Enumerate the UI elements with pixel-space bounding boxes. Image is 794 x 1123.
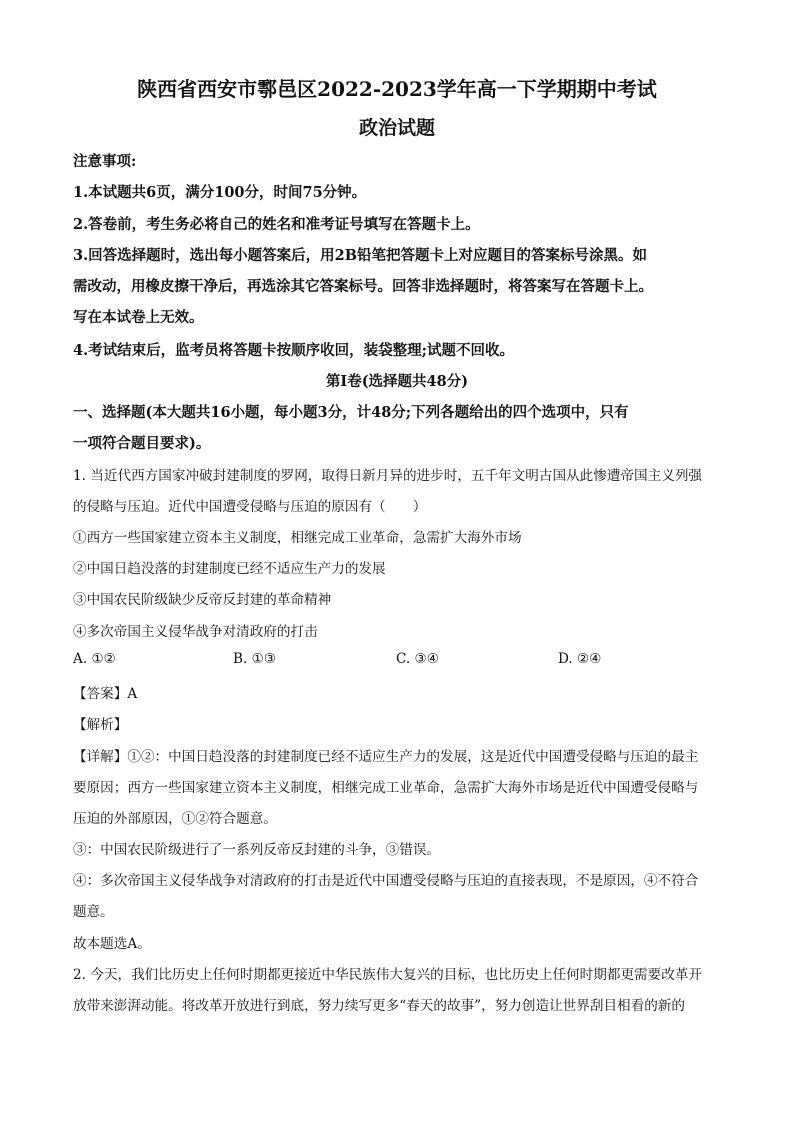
- notice-heading: 注意事项:: [73, 153, 137, 170]
- question-1-answer: 【答案】A: [73, 686, 138, 702]
- question-1-statement-2: ②中国日趋没落的封建制度已经不适应生产力的发展: [73, 561, 386, 577]
- question-1-analysis-line-6: 题意。: [73, 904, 114, 920]
- notice-item-3-cont: 需改动，用橡皮擦干净后，再选涂其它答案标号。回答非选择题时，将答案写在答题卡上。: [73, 278, 653, 295]
- question-1-stem-line-1: 1. 当近代西方国家冲破封建制度的罗网，取得日新月异的进步时，五千年文明古国从此惨遭帝国主义列强: [73, 468, 703, 484]
- question-1-analysis-line-3: 压迫的外部原因，①②符合题意。: [73, 811, 277, 827]
- notice-item-2: 2.答卷前，考生务必将自己的姓名和准考证号填写在答题卡上。: [73, 216, 480, 233]
- notice-item-1: 1.本试题共6页，满分100分，时间75分钟。: [73, 184, 367, 201]
- question-1-analysis-line-5: ④：多次帝国主义侵华战争对清政府的打击是近代中国遭受侵略与压迫的直接表现，不是原因，④不符合: [73, 873, 699, 889]
- question-1-option-c: C. ③④: [396, 651, 439, 667]
- question-1-conclusion: 故本题选A。: [73, 936, 151, 952]
- section-title: 第Ⅰ卷(选择题共48分): [325, 373, 469, 390]
- notice-item-3-cont2: 写在本试卷上无效。: [73, 309, 204, 326]
- question-1-statement-4: ④多次帝国主义侵华战争对清政府的打击: [73, 624, 318, 640]
- question-1-analysis-label: 【解析】: [73, 717, 128, 733]
- question-1-statement-3: ③中国农民阶级缺少反帝反封建的革命精神: [73, 592, 332, 608]
- question-1-option-d: D. ②④: [558, 651, 602, 667]
- question-1-option-a: A. ①②: [73, 651, 116, 667]
- notice-item-3: 3.回答选择题时，选出每小题答案后，用2B铅笔把答题卡上对应题目的答案标号涂黑。如: [73, 247, 647, 264]
- question-1-statement-1: ①西方一些国家建立资本主义制度，相继完成工业革命，急需扩大海外市场: [73, 530, 522, 546]
- question-1-analysis-line-4: ③：中国农民阶级进行了一系列反帝反封建的斗争，③错误。: [73, 842, 441, 858]
- question-1-stem-line-2: 的侵略与压迫。近代中国遭受侵略与压迫的原因有（ ）: [73, 499, 427, 515]
- question-1-analysis-line-2: 要原因；西方一些国家建立资本主义制度，相继完成工业革命，急需扩大海外市场是近代中国遭受侵略与: [73, 780, 699, 796]
- question-1-option-b: B. ①③: [233, 651, 277, 667]
- question-2-stem-line-1: 2. 今天，我们比历史上任何时期都更接近中华民族伟大复兴的目标，也比历史上任何时期都更需要改革开: [73, 967, 703, 983]
- exam-subtitle: 政治试题: [358, 117, 435, 139]
- section-instruction-line-2: 一项符合题目要求)。: [73, 435, 211, 452]
- question-1-analysis-line-1: 【详解】①②：中国日趋没落的封建制度已经不适应生产力的发展，这是近代中国遭受侵略与压迫的最主: [73, 749, 699, 765]
- notice-item-4: 4.考试结束后，监考员将答题卡按顺序收回，装袋整理;试题不回收。: [73, 342, 514, 359]
- exam-title: 陕西省西安市鄠邑区2022-2023学年高一下学期期中考试: [137, 77, 657, 101]
- question-2-stem-line-2: 放带来澎湃动能。将改革开放进行到底，努力续写更多“春天的故事”，努力创造让世界刮目相看的新的: [73, 998, 686, 1014]
- section-instruction-line-1: 一、选择题(本大题共16小题，每小题3分，计48分;下列各题给出的四个选项中，只有: [73, 404, 629, 421]
